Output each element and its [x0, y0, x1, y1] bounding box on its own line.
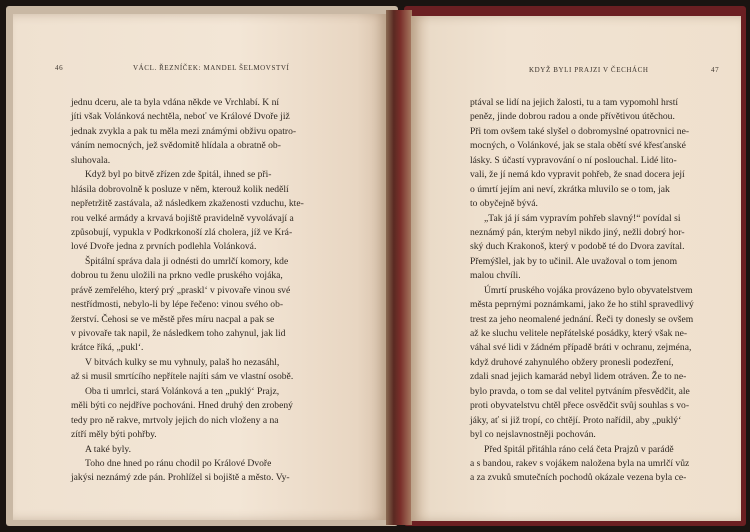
- text-line: měli býti co nejdříve pochováni. Hned druhý den zrobený: [71, 400, 293, 412]
- text-line: jednak zvykla a pak tu měla mezi známými obživu opatro-: [71, 125, 297, 137]
- text-line: Při tom ovšem také slyšel o dobromyslné opatrovnici ne-: [470, 125, 690, 137]
- text-line: jáky, ať si již tropí, co chtějí. Proto nařídil, aby „puklýʻ: [470, 414, 682, 426]
- text-line: až si musil smrtícího nepřítele najíti sám ve vlastní osobě.: [71, 371, 294, 383]
- text-line: lové Dvoře jedna z prvních podlehla Volánková.: [71, 241, 257, 253]
- text-line: vali, že jí nemá kdo vypravit pohřeb, že snad docera její: [470, 169, 685, 181]
- page-number: 47: [711, 66, 720, 74]
- text-line: v pivovaře tak napil, že následkem toho zahynul, jak lid: [71, 328, 286, 339]
- page-number: 46: [55, 64, 64, 72]
- text-line: nepřetržitě zastávala, až následkem zkaženosti vzduchu, kte-: [71, 198, 304, 210]
- text-line: tedy pro ně rakve, mrtvoly jejich do nich vloženy a na: [71, 414, 279, 426]
- text-line: Toho dne hned po ránu chodil po Králové Dvoře: [85, 457, 272, 469]
- text-line: zítří měly býti pohřby.: [71, 429, 157, 441]
- text-line: váním nemocných, jež svědomitě hlídala a obratně ob-: [71, 140, 281, 152]
- text-line: malou chvíli.: [470, 270, 521, 282]
- text-line: Oba ti umrlci, stará Volánková a ten „puklýʻ Prajz,: [85, 385, 280, 397]
- text-line: a s bandou, rakev s vojákem naložena byla na umrlčí vůz: [470, 457, 690, 469]
- text-line: peněz, jinde dobrou radou a onde přívětivou útěchou.: [470, 111, 675, 123]
- text-line: váhal své lidi v žádném případě bráti v ochranu, zejména,: [470, 342, 692, 354]
- text-line: trest za jeho neomalené jednání. Řeči ty donesly se ovšem: [470, 313, 694, 325]
- text-line: sluhovala.: [71, 154, 111, 166]
- text-line: neznámý pán, kterým nebyl nikdo jiný, nežli dobrý hor-: [470, 226, 685, 238]
- text-line: lásky. S účastí vypravování o ní poslouchal. Lidé lito-: [470, 154, 677, 166]
- text-line: způsobují, vypukla v Podkrkonoší zlá cholera, jíž ve Krá-: [71, 226, 293, 238]
- text-line: jednu dceru, ale ta byla vdána někde ve Vrchlabí. K ní: [71, 97, 280, 108]
- text-line: Přemýšlel, jak by to učinil. Ale uvažoval o tom jenom: [470, 255, 678, 267]
- text-line: to obyčejně bývá.: [470, 198, 538, 210]
- text-line: hlásila dobrovolně k posluze v něm, kterouž kolik nedělí: [71, 183, 289, 195]
- text-line: ptával se lidí na jejich žalosti, tu a tam vypomohl hrstí: [470, 97, 679, 108]
- page-text: [470, 96, 722, 486]
- text-line: a za zvuků smutečních pochodů okázale vezena byla ce-: [470, 472, 687, 484]
- page-text: [71, 96, 327, 486]
- text-line: ský duch Krakonoš, který v podobě té do Dvora zavítal.: [470, 241, 685, 253]
- text-line: nestřídmosti, nebylo-li by lépe řečeno: vinou svého ob-: [71, 299, 284, 311]
- book-spine-gutter: [386, 10, 412, 525]
- running-head: KDYŽ BYLI PRAJZI V ČECHÁCH: [529, 66, 649, 74]
- text-line: města peprnými poznámkami, jako že ho stihl spravedlivý: [470, 299, 694, 311]
- text-line: krátce říká, „puklʻ.: [71, 342, 144, 354]
- text-line: žerství. Čehosi se ve městě přes míru nacpal a pak se: [71, 313, 275, 325]
- text-line: Když byl po bitvě zřízen zde špitál, ihned se při-: [85, 169, 272, 181]
- text-line: jíti však Volánková nechtěla, neboť ve Králové Dvoře již: [71, 111, 290, 123]
- text-line: V bitvách kulky se mu vyhnuly, palaš ho nezasáhl,: [85, 356, 280, 368]
- right-page: [411, 16, 741, 521]
- text-line: „Tak já jí sám vypravím pohřeb slavný!“ povídal si: [484, 212, 681, 224]
- text-line: když druhové zahynulého obžery pronesli podezření,: [470, 356, 674, 368]
- text-line: proti obyvatelstvu chtěl přece osvědčit svůj souhlas s vo-: [470, 400, 690, 412]
- text-line: právě zemřelého, který prý „prasklʻ v pivovaře vinou své: [71, 284, 291, 296]
- text-line: Špitální správa dala ji odnésti do umrlčí komory, kde: [85, 255, 289, 267]
- text-line: Úmrtí pruského vojáka provázeno bylo obyvatelstvem: [484, 284, 693, 296]
- text-line: rou velké armády a krvavá bojiště pravidelně vyvolávají a: [71, 212, 294, 224]
- text-line: A také byly.: [85, 443, 132, 455]
- text-line: bylo pravda, o tom se dal velitel pytváním přesvědčit, ale: [470, 385, 690, 397]
- left-page: [13, 14, 387, 520]
- text-line: Před špitál přitáhla ráno celá četa Prajzů v parádě: [484, 443, 674, 455]
- text-line: o úmrtí jejím ani neví, zkrátka mluvilo se o tom, jak: [470, 183, 670, 195]
- running-head: VÁCL. ŘEZNÍČEK: MANDEL ŠELMOVSTVÍ: [133, 64, 290, 72]
- text-line: mocných, o Volánkové, jak se stala obětí své křesťanské: [470, 140, 686, 152]
- text-line: jakýsi neznámý zde pán. Prohlížel si bojiště a město. Vy-: [71, 472, 290, 484]
- text-line: zdali snad jejich kamarád nebyl lidem otráven. Že to ne-: [470, 371, 687, 383]
- text-line: až ke sluchu velitele nepřátelské posádky, který však ne-: [470, 328, 688, 339]
- text-line: dobrou tu ženu uložili na prkno vedle pruského vojáka,: [71, 270, 283, 282]
- text-line: byl co nejslavnostněji pochován.: [470, 429, 596, 441]
